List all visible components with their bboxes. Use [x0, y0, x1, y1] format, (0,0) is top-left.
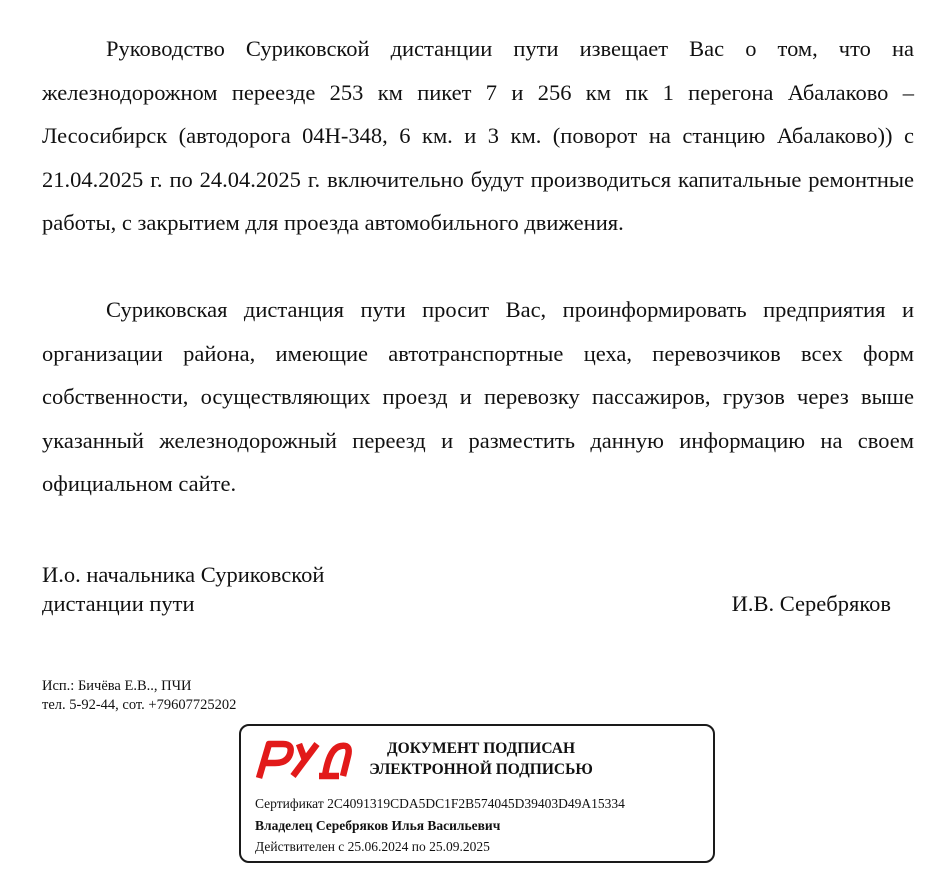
letter-paragraph-1: Руководство Суриковской дистанции пути извещает Вас о том, что на железнодорожном переезде 253 км пикет 7 и 256 км пк 1 перегона Абалаково – Лесосибирск (автодорога 04Н-348, 6 км. и 3 км. (поворот на станцию Абалаково)) с 21.04.2025 г. по 24.04.2025 г. включительно будут производиться капитальные ремонтные работы, с закрытием для проезда автомобильного движения.: [42, 36, 914, 235]
e-signature-stamp: [239, 724, 715, 863]
letter-paragraph-2: Суриковская дистанция пути просит Вас, проинформировать предприятия и организации района, имеющие автотранспортные цеха, перевозчиков всех форм собственности, осуществляющих проезд и перевозку пассажиров, грузов через выше указанный железнодорожный переезд и разместить данную информацию на своем официальном сайте.: [42, 297, 914, 496]
certificate-owner: Владелец Серебряков Илья Васильевич: [255, 818, 501, 833]
rzd-logo-icon: [253, 738, 353, 782]
stamp-title-line-2: ЭЛЕКТРОННОЙ ПОДПИСЬЮ: [369, 761, 593, 778]
executor-name: Исп.: Бичёва Е.В.., ПЧИ: [42, 678, 192, 694]
stamp-title-line-1: ДОКУМЕНТ ПОДПИСАН: [386, 740, 576, 757]
signatory-name: И.В. Серебряков: [731, 591, 891, 616]
signatory-position-line-2: дистанции пути: [42, 591, 195, 616]
certificate-validity: Действителен с 25.06.2024 по 25.09.2025: [255, 839, 490, 854]
executor-info: [42, 677, 236, 715]
stamp-title: [361, 738, 601, 780]
signatory-position: [42, 560, 324, 618]
executor-phone: тел. 5-92-44, сот. +79607725202: [42, 697, 237, 713]
certificate-number: Сертификат 2C4091319CDA5DC1F2B574045D39403D49A15334: [255, 796, 625, 811]
signatory-position-line-1: И.о. начальника Суриковской: [42, 562, 325, 587]
